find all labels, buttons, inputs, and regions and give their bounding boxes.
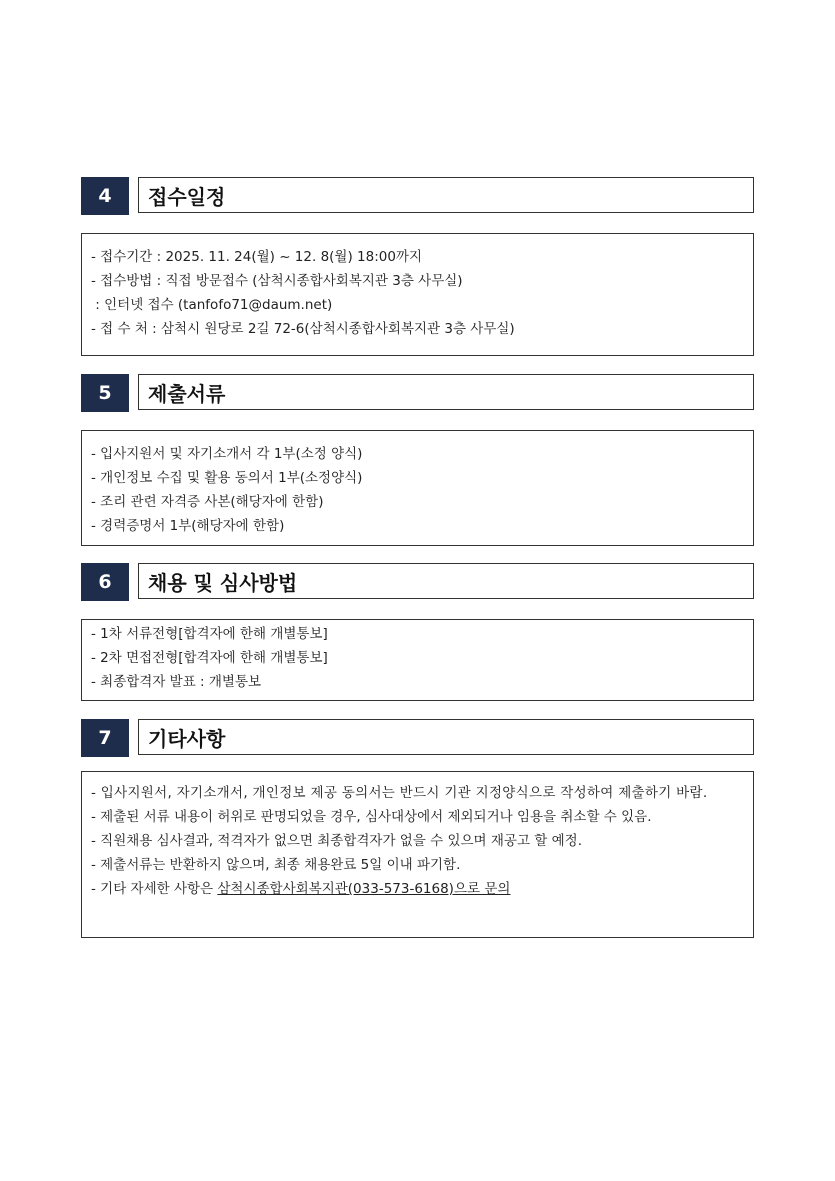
section-body [81, 430, 754, 546]
section-required-documents [81, 374, 754, 534]
section-title: 제출서류 [138, 374, 754, 410]
list-item: - 제출된 서류 내용이 허위로 판명되었을 경우, 심사대상에서 제외되거나 임용을 취소할 수 있음. [91, 809, 652, 825]
list-item: - 개인정보 수집 및 활용 동의서 1부(소정양식) [91, 470, 363, 486]
list-item: : 인터넷 접수 (tanfofo71@daum.net) [91, 297, 333, 313]
list-item: - 접 수 처 : 삼척시 원당로 2길 72-6(삼척시종합사회복지관 3층 사무실) [91, 321, 515, 337]
list-item: - 2차 면접전형[합격자에 한해 개별통보] [91, 650, 328, 666]
section-title: 기타사항 [138, 719, 754, 755]
list-item: - 입사지원서, 자기소개서, 개인정보 제공 동의서는 반드시 기관 지정양식으로 작성하여 제출하기 바람. [91, 785, 708, 801]
list-item: - 입사지원서 및 자기소개서 각 1부(소정 양식) [91, 446, 363, 462]
section-number: 5 [81, 374, 129, 412]
list-item: - 경력증명서 1부(해당자에 한함) [91, 518, 285, 534]
list-item: - 제출서류는 반환하지 않으며, 최종 채용완료 5일 이내 파기함. [91, 857, 461, 873]
section-application-schedule [81, 177, 754, 337]
section-selection-method [81, 563, 754, 690]
list-item: - 접수방법 : 직접 방문접수 (삼척시종합사회복지관 3층 사무실) [91, 273, 463, 289]
section-header [81, 374, 754, 412]
list-item: - 조리 관련 자격증 사본(해당자에 한함) [91, 494, 324, 510]
list-item: - 접수기간 : 2025. 11. 24(월) ~ 12. 8(월) 18:00까지 [91, 249, 423, 265]
section-number: 4 [81, 177, 129, 215]
section-title: 접수일정 [138, 177, 754, 213]
contact-info-link: 삼척시종합사회복지관(033-573-6168)으로 문의 [217, 881, 511, 897]
section-body [81, 233, 754, 356]
section-body [81, 619, 754, 701]
list-item: - 최종합격자 발표 : 개별통보 [91, 674, 262, 690]
list-item [91, 877, 745, 901]
list-item: - 직원채용 심사결과, 적격자가 없으면 최종합격자가 없을 수 있으며 재공고 할 예정. [91, 833, 583, 849]
section-number: 7 [81, 719, 129, 757]
section-header [81, 177, 754, 215]
section-title: 채용 및 심사방법 [138, 563, 754, 599]
list-item: - 1차 서류전형[합격자에 한해 개별통보] [91, 626, 328, 642]
section-header [81, 563, 754, 601]
section-body [81, 771, 754, 938]
section-header [81, 719, 754, 757]
section-number: 6 [81, 563, 129, 601]
contact-prefix: - 기타 자세한 사항은 [91, 881, 218, 897]
section-other-notes [81, 719, 754, 897]
